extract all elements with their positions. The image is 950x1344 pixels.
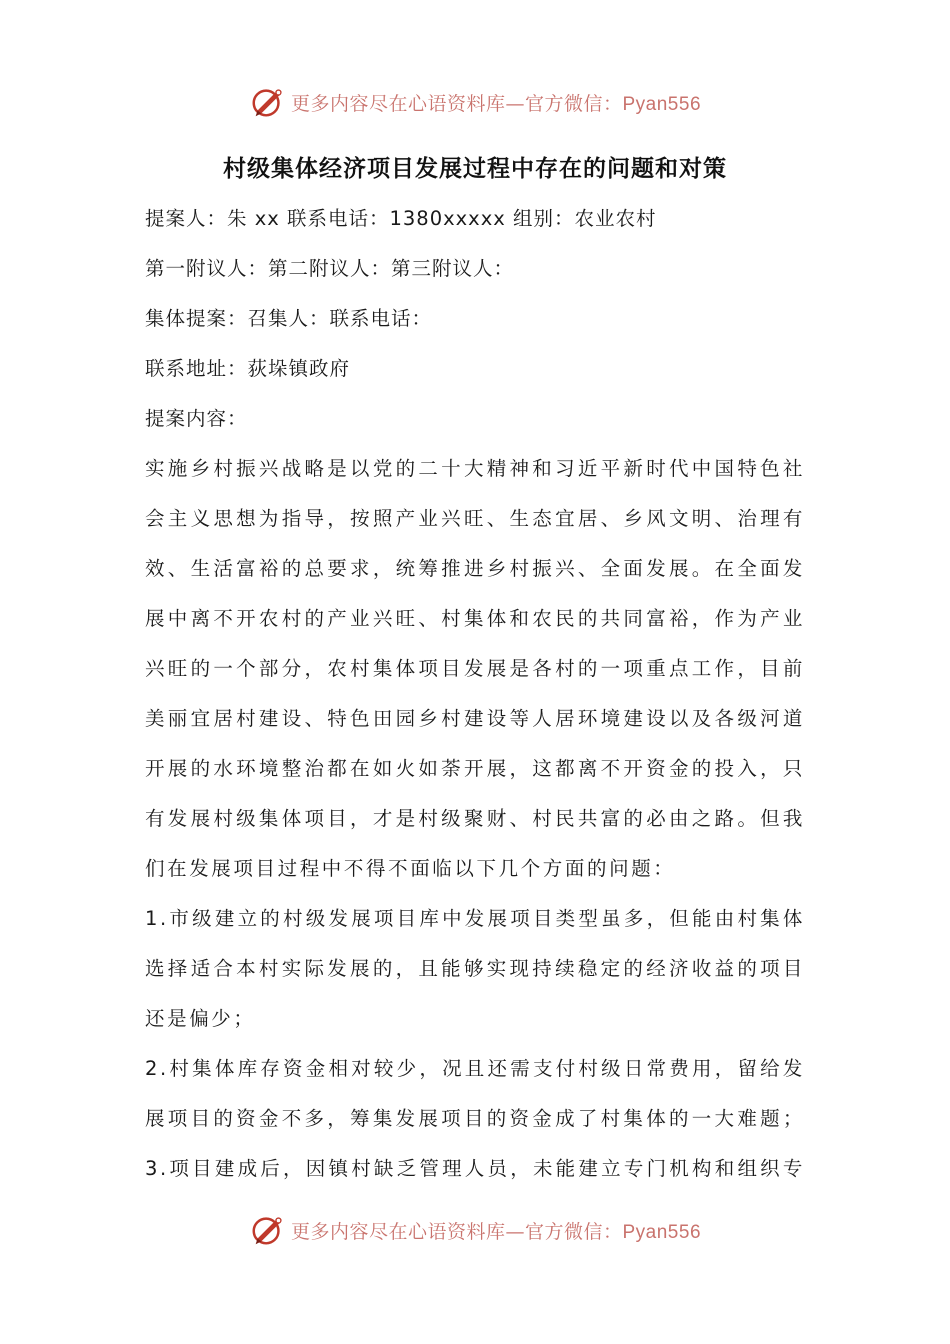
body-line: 美丽宜居村建设、特色田园乡村建设等人居环境建设以及各级河道 xyxy=(145,707,805,730)
contact-address-line: 联系地址：荻垛镇政府 xyxy=(145,357,351,380)
seconders-line: 第一附议人：第二附议人：第三附议人： xyxy=(145,257,515,280)
body-line: 会主义思想为指导，按照产业兴旺、生态宜居、乡风文明、治理有 xyxy=(145,507,805,530)
document-body xyxy=(145,194,805,1194)
body-line: 兴旺的一个部分，农村集体项目发展是各村的一项重点工作，目前 xyxy=(145,657,805,680)
brush-pen-logo-icon xyxy=(249,1211,287,1249)
proposal-content-label: 提案内容： xyxy=(145,407,248,430)
watermark-banner-top xyxy=(0,82,950,122)
proposer-line: 提案人：朱 xx 联系电话：1380xxxxx 组别：农业农村 xyxy=(145,207,657,230)
body-line: 实施乡村振兴战略是以党的二十大精神和习近平新时代中国特色社 xyxy=(145,457,805,480)
watermark-wechat-id: Pyan556 xyxy=(622,93,702,115)
watermark-text: 更多内容尽在心语资料库—官方微信： xyxy=(290,1220,623,1243)
problem-item-3-line: 3.项目建成后，因镇村缺乏管理人员，未能建立专门机构和组织专 xyxy=(145,1157,805,1180)
problem-item-1-line: 1.市级建立的村级发展项目库中发展项目类型虽多，但能由村集体 xyxy=(145,907,805,930)
problem-item-1-line: 选择适合本村实际发展的，且能够实现持续稳定的经济收益的项目 xyxy=(145,957,805,980)
problem-item-2-line: 展项目的资金不多，筹集发展项目的资金成了村集体的一大难题； xyxy=(145,1107,805,1130)
watermark-banner-bottom xyxy=(0,1210,950,1250)
body-line: 们在发展项目过程中不得不面临以下几个方面的问题： xyxy=(145,857,676,880)
brush-pen-logo-icon xyxy=(249,83,287,121)
problem-item-2-line: 2.村集体库存资金相对较少，况且还需支付村级日常费用，留给发 xyxy=(145,1057,805,1080)
body-line: 展中离不开农村的产业兴旺、村集体和农民的共同富裕，作为产业 xyxy=(145,607,805,630)
body-line: 开展的水环境整治都在如火如荼开展，这都离不开资金的投入，只 xyxy=(145,757,805,780)
watermark-text: 更多内容尽在心语资料库—官方微信： xyxy=(290,92,623,115)
body-line: 效、生活富裕的总要求，统筹推进乡村振兴、全面发展。在全面发 xyxy=(145,557,805,580)
page-title: 村级集体经济项目发展过程中存在的问题和对策 xyxy=(223,156,727,182)
watermark-wechat-id: Pyan556 xyxy=(622,1221,702,1243)
body-line: 有发展村级集体项目，才是村级聚财、村民共富的必由之路。但我 xyxy=(145,807,805,830)
problem-item-1-line: 还是偏少； xyxy=(145,1007,256,1030)
collective-proposal-line: 集体提案：召集人：联系电话： xyxy=(145,307,433,330)
